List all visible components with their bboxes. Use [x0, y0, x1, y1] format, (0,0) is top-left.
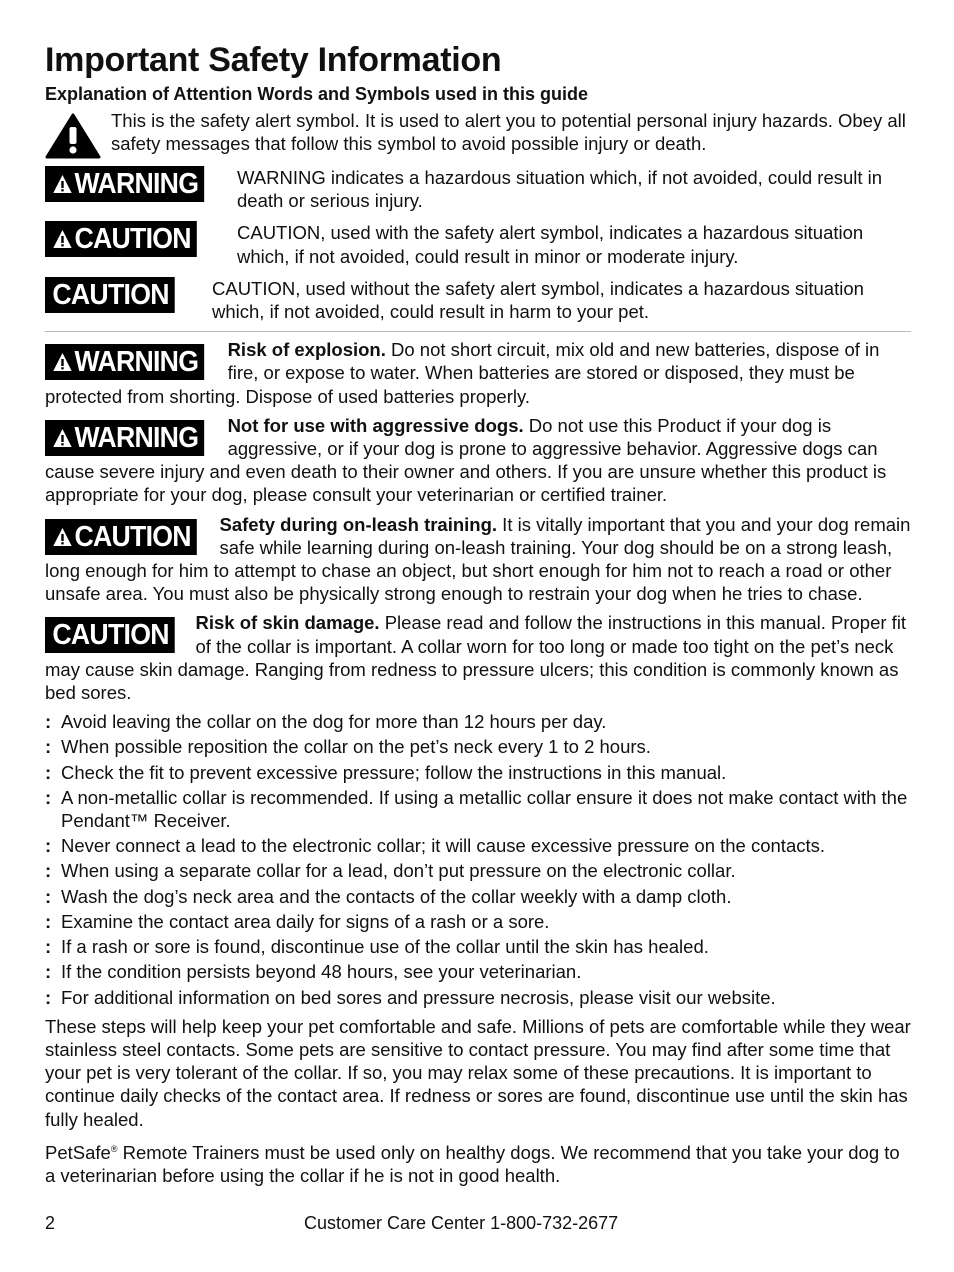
definition-warning — [45, 166, 911, 212]
warning-explosion — [45, 338, 911, 408]
list-item: : Never connect a lead to the electronic collar; it will cause excessive pressure on the contacts. — [45, 835, 826, 857]
definition-caution-plain — [45, 277, 911, 323]
caution-badge-plain: CAUTION — [45, 617, 174, 653]
warning-badge: WARNING — [45, 420, 204, 456]
warning-heading: Risk of explosion. — [227, 339, 386, 361]
registered-mark: ® — [110, 1143, 118, 1154]
page-number: 2 — [45, 1213, 56, 1233]
warning-heading: Not for use with aggressive dogs. — [227, 414, 524, 436]
definition-text: CAUTION, used without the safety alert symbol, indicates a hazardous situation which, if not avoided, could result in harm to your pet. — [212, 277, 864, 323]
section-subtitle: Explanation of Attention Words and Symbols used in this guide — [45, 84, 589, 104]
caution-badge: CAUTION — [45, 221, 196, 257]
list-item: : Check the fit to prevent excessive pressure; follow the instructions in this manual. — [45, 761, 727, 783]
definition-text: CAUTION, used with the safety alert symbol, indicates a hazardous situation which, if not avoided, could result in minor or moderate injury. — [237, 222, 864, 267]
page — [45, 38, 911, 1187]
caution-badge-plain: CAUTION — [45, 277, 174, 313]
safety-alert-triangle-icon — [45, 113, 101, 159]
closing-paragraph: These steps will help keep your pet comfortable and safe. Millions of pets are comfortable while they wear stainless steel contacts. Some pets are sensitive to contact pressure. You may find after some time that your pet is very tolerant of the collar. If so, you may relax some of these precautions. It is important to continue daily checks of the contact area. If redness or sores are found, discontinue use until the skin has fully healed. — [45, 1015, 911, 1130]
list-item: : If a rash or sore is found, discontinue use of the collar until the skin has healed. — [45, 936, 709, 958]
alert-symbol-row — [45, 109, 911, 159]
final-paragraph: PetSafe® Remote Trainers must be used only on healthy dogs. We recommend that you take your dog to a veterinarian before using the collar if he is not in good health. — [45, 1141, 900, 1187]
caution-on-leash — [45, 513, 911, 606]
warning-text: Do not short circuit, mix old and new batteries, dispose of in fire, or expose to water. When batteries are stored or disposed, they must be protected from shorting. Dispose of used batteries properly. — [45, 339, 880, 407]
list-item: : When using a separate collar for a lead, don’t put pressure on the electronic collar. — [45, 860, 736, 882]
page-title: Important Safety Information — [45, 41, 502, 79]
divider — [45, 331, 911, 332]
alert-triangle-icon — [52, 351, 72, 373]
list-item: : Examine the contact area daily for signs of a rash or a sore. — [45, 910, 550, 932]
alert-symbol-text: This is the safety alert symbol. It is used to alert you to potential personal injury hazards. Obey all safety messages that follow this symbol to avoid possible injury or death. — [111, 110, 906, 155]
alert-triangle-icon — [52, 173, 72, 195]
caution-skin-damage — [45, 611, 911, 704]
list-item: : For additional information on bed sores and pressure necrosis, please visit our website. — [45, 986, 776, 1008]
precautions-list — [45, 710, 911, 1008]
warning-badge: WARNING — [45, 344, 204, 380]
list-item: : If the condition persists beyond 48 hours, see your veterinarian. — [45, 961, 582, 983]
caution-text: Please read and follow the instructions in this manual. Proper fit of the collar is important. A collar worn for too long or made too tight on the pet’s neck may cause skin damage. Ranging from redness to pressure ulcers; this condition is commonly known as bed sores. — [45, 612, 907, 704]
alert-triangle-icon — [52, 228, 72, 250]
list-item: : Wash the dog’s neck area and the contacts of the collar weekly with a damp cloth. — [45, 885, 732, 907]
warning-badge: WARNING — [45, 166, 204, 202]
caution-heading: Safety during on-leash training. — [219, 513, 498, 535]
alert-triangle-icon — [52, 526, 72, 548]
warning-text: Do not use this Product if your dog is aggressive, or if your dog is prone to aggressive behavior. Aggressive dogs can cause severe injury and even death to their owner and others. If you are unsure whether this product is appropriate for your dog, please consult your veterinarian or certified trainer. — [45, 414, 887, 506]
warning-aggressive-dogs — [45, 414, 911, 507]
caution-badge: CAUTION — [45, 519, 196, 555]
list-item: : When possible reposition the collar on the pet’s neck every 1 to 2 hours. — [45, 736, 651, 758]
list-item: : Avoid leaving the collar on the dog for more than 12 hours per day. — [45, 711, 607, 733]
caution-heading: Risk of skin damage. — [195, 612, 380, 634]
list-item: : A non-metallic collar is recommended. If using a metallic collar ensure it does not make contact with the Pendant™ Receiver. — [45, 786, 908, 832]
customer-care-contact: Customer Care Center 1-800-732-2677 — [304, 1213, 619, 1233]
definition-caution-symbol — [45, 221, 911, 267]
caution-text: It is vitally important that you and your dog remain safe while learning during on-leash training. Your dog should be on a strong leash, long enough for him to attempt to chase an object, but short enough for him not to reach a road or other unsafe area. You must also be physically strong enough to restrain your dog when he tries to chase. — [45, 513, 911, 605]
definition-text: WARNING indicates a hazardous situation which, if not avoided, could result in death or serious injury. — [237, 167, 883, 212]
brand-name: PetSafe — [45, 1141, 111, 1163]
alert-triangle-icon — [52, 427, 72, 449]
